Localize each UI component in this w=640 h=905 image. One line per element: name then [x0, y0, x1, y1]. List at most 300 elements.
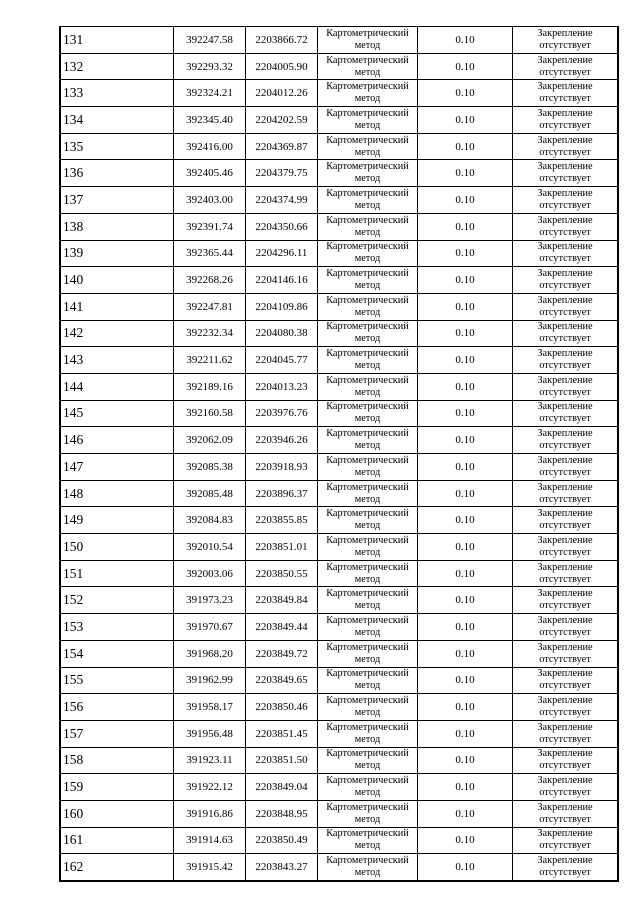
table-row [60, 507, 618, 534]
point-number-cell: 147 [60, 454, 174, 481]
method-line2: метод [354, 840, 381, 852]
coordinate-x-cell: 392247.58 [174, 27, 246, 54]
coordinate-x-cell: 392085.48 [174, 480, 246, 507]
coordinate-x-cell: 391914.63 [174, 827, 246, 854]
coordinate-y-cell: 2203849.65 [246, 667, 318, 694]
coordinate-x-cell: 391923.11 [174, 747, 246, 774]
accuracy-cell: 0.10 [418, 534, 513, 561]
method-line1: Картометрический [326, 801, 409, 813]
fixation-line1: Закрепление [537, 614, 593, 626]
fixation-line1: Закрепление [537, 561, 593, 573]
coordinate-y-cell: 2204012.26 [246, 80, 318, 107]
fixation-line1: Закрепление [537, 775, 593, 787]
method-cell [318, 187, 418, 214]
coordinate-x-cell: 392365.44 [174, 240, 246, 267]
accuracy-cell: 0.10 [418, 667, 513, 694]
coordinate-y-cell: 2203849.84 [246, 587, 318, 614]
fixation-cell [513, 347, 619, 374]
coordinate-y-cell: 2203946.26 [246, 427, 318, 454]
accuracy-cell: 0.10 [418, 107, 513, 134]
fixation-cell [513, 827, 619, 854]
coordinate-x-cell: 391956.48 [174, 720, 246, 747]
coordinate-x-cell: 391968.20 [174, 640, 246, 667]
accuracy-cell: 0.10 [418, 267, 513, 294]
fixation-line1: Закрепление [537, 294, 593, 306]
coordinates-table-page [59, 26, 610, 882]
method-line1: Картометрический [326, 27, 409, 39]
table-row [60, 427, 618, 454]
method-line1: Картометрический [326, 241, 409, 253]
point-number-cell: 158 [60, 747, 174, 774]
fixation-cell [513, 667, 619, 694]
fixation-cell [513, 614, 619, 641]
method-line2: метод [354, 813, 381, 825]
method-line1: Картометрический [326, 508, 409, 520]
accuracy-cell: 0.10 [418, 320, 513, 347]
method-cell [318, 293, 418, 320]
method-line2: метод [354, 867, 381, 879]
method-cell [318, 107, 418, 134]
accuracy-cell: 0.10 [418, 27, 513, 54]
fixation-line1: Закрепление [537, 321, 593, 333]
accuracy-cell: 0.10 [418, 373, 513, 400]
method-cell [318, 534, 418, 561]
method-line1: Картометрический [326, 855, 409, 867]
table-row [60, 373, 618, 400]
point-number-cell: 146 [60, 427, 174, 454]
fixation-line2: отсутствует [539, 787, 591, 799]
coordinate-x-cell: 391958.17 [174, 694, 246, 721]
method-cell [318, 560, 418, 587]
point-number-cell: 143 [60, 347, 174, 374]
accuracy-cell: 0.10 [418, 507, 513, 534]
table-row [60, 320, 618, 347]
method-line1: Картометрический [326, 321, 409, 333]
method-cell [318, 320, 418, 347]
coordinate-x-cell: 392403.00 [174, 187, 246, 214]
coordinate-x-cell: 391922.12 [174, 774, 246, 801]
fixation-line2: отсутствует [539, 573, 591, 585]
fixation-line2: отсутствует [539, 760, 591, 772]
method-line2: метод [354, 413, 381, 425]
point-number-cell: 157 [60, 720, 174, 747]
fixation-cell [513, 27, 619, 54]
point-number-cell: 145 [60, 400, 174, 427]
accuracy-cell: 0.10 [418, 720, 513, 747]
method-line2: метод [354, 760, 381, 772]
method-line2: метод [354, 386, 381, 398]
table-row [60, 694, 618, 721]
point-number-cell: 161 [60, 827, 174, 854]
fixation-line1: Закрепление [537, 748, 593, 760]
fixation-cell [513, 267, 619, 294]
fixation-line1: Закрепление [537, 668, 593, 680]
fixation-line1: Закрепление [537, 27, 593, 39]
fixation-line1: Закрепление [537, 187, 593, 199]
method-cell [318, 827, 418, 854]
fixation-cell [513, 854, 619, 881]
method-line1: Картометрический [326, 134, 409, 146]
point-number-cell: 135 [60, 133, 174, 160]
method-line1: Картометрический [326, 828, 409, 840]
method-line1: Картометрический [326, 81, 409, 93]
method-line1: Картометрический [326, 107, 409, 119]
coordinate-y-cell: 2203851.45 [246, 720, 318, 747]
fixation-line2: отсутствует [539, 66, 591, 78]
method-line1: Картометрический [326, 668, 409, 680]
coordinate-y-cell: 2203849.04 [246, 774, 318, 801]
fixation-cell [513, 160, 619, 187]
fixation-line2: отсутствует [539, 173, 591, 185]
method-line1: Картометрический [326, 561, 409, 573]
table-row [60, 400, 618, 427]
fixation-line1: Закрепление [537, 401, 593, 413]
fixation-cell [513, 187, 619, 214]
fixation-cell [513, 640, 619, 667]
table-row [60, 614, 618, 641]
point-number-cell: 131 [60, 27, 174, 54]
coordinate-y-cell: 2203851.01 [246, 534, 318, 561]
accuracy-cell: 0.10 [418, 854, 513, 881]
fixation-line1: Закрепление [537, 81, 593, 93]
fixation-line2: отсутствует [539, 653, 591, 665]
coordinate-y-cell: 2204080.38 [246, 320, 318, 347]
fixation-line1: Закрепление [537, 855, 593, 867]
point-number-cell: 162 [60, 854, 174, 881]
fixation-line1: Закрепление [537, 54, 593, 66]
accuracy-cell: 0.10 [418, 587, 513, 614]
coordinate-y-cell: 2203848.95 [246, 800, 318, 827]
accuracy-cell: 0.10 [418, 293, 513, 320]
fixation-line2: отсутствует [539, 146, 591, 158]
method-cell [318, 240, 418, 267]
table-row [60, 213, 618, 240]
table-row [60, 774, 618, 801]
fixation-line1: Закрепление [537, 481, 593, 493]
method-cell [318, 267, 418, 294]
method-line1: Картометрический [326, 588, 409, 600]
method-line1: Картометрический [326, 614, 409, 626]
point-number-cell: 133 [60, 80, 174, 107]
method-line1: Картометрический [326, 268, 409, 280]
point-number-cell: 160 [60, 800, 174, 827]
fixation-cell [513, 320, 619, 347]
coordinate-x-cell: 391962.99 [174, 667, 246, 694]
method-line2: метод [354, 493, 381, 505]
coordinate-y-cell: 2203855.85 [246, 507, 318, 534]
coordinate-x-cell: 392416.00 [174, 133, 246, 160]
coordinate-x-cell: 392085.38 [174, 454, 246, 481]
fixation-line1: Закрепление [537, 721, 593, 733]
point-number-cell: 137 [60, 187, 174, 214]
fixation-cell [513, 454, 619, 481]
method-line2: метод [354, 680, 381, 692]
method-cell [318, 400, 418, 427]
point-number-cell: 138 [60, 213, 174, 240]
coordinate-x-cell: 392211.62 [174, 347, 246, 374]
fixation-cell [513, 507, 619, 534]
coordinate-y-cell: 2203850.55 [246, 560, 318, 587]
fixation-line2: отсутствует [539, 226, 591, 238]
coordinate-y-cell: 2203976.76 [246, 400, 318, 427]
accuracy-cell: 0.10 [418, 80, 513, 107]
method-cell [318, 80, 418, 107]
method-line2: метод [354, 733, 381, 745]
method-line1: Картометрический [326, 187, 409, 199]
method-cell [318, 27, 418, 54]
table-row [60, 454, 618, 481]
coordinate-y-cell: 2203918.93 [246, 454, 318, 481]
accuracy-cell: 0.10 [418, 53, 513, 80]
coordinate-y-cell: 2204202.59 [246, 107, 318, 134]
method-line1: Картометрический [326, 294, 409, 306]
method-cell [318, 720, 418, 747]
coordinate-x-cell: 392345.40 [174, 107, 246, 134]
point-number-cell: 159 [60, 774, 174, 801]
fixation-line2: отсутствует [539, 733, 591, 745]
coordinate-y-cell: 2203849.44 [246, 614, 318, 641]
coordinate-y-cell: 2204296.11 [246, 240, 318, 267]
method-line2: метод [354, 600, 381, 612]
coordinate-x-cell: 392189.16 [174, 373, 246, 400]
coordinate-y-cell: 2204379.75 [246, 160, 318, 187]
method-line2: метод [354, 280, 381, 292]
fixation-cell [513, 774, 619, 801]
fixation-line1: Закрепление [537, 534, 593, 546]
point-number-cell: 150 [60, 534, 174, 561]
fixation-line2: отсутствует [539, 306, 591, 318]
fixation-cell [513, 800, 619, 827]
method-line2: метод [354, 546, 381, 558]
method-line1: Картометрический [326, 348, 409, 360]
fixation-cell [513, 534, 619, 561]
method-cell [318, 800, 418, 827]
method-cell [318, 213, 418, 240]
accuracy-cell: 0.10 [418, 427, 513, 454]
fixation-line2: отсутствует [539, 813, 591, 825]
method-line1: Картометрический [326, 374, 409, 386]
fixation-line1: Закрепление [537, 508, 593, 520]
method-cell [318, 854, 418, 881]
table-row [60, 187, 618, 214]
fixation-line1: Закрепление [537, 828, 593, 840]
fixation-cell [513, 694, 619, 721]
method-line2: метод [354, 306, 381, 318]
accuracy-cell: 0.10 [418, 160, 513, 187]
table-row [60, 800, 618, 827]
coordinate-x-cell: 392293.32 [174, 53, 246, 80]
point-number-cell: 132 [60, 53, 174, 80]
table-row [60, 534, 618, 561]
method-line2: метод [354, 653, 381, 665]
accuracy-cell: 0.10 [418, 454, 513, 481]
fixation-line2: отсутствует [539, 39, 591, 51]
accuracy-cell: 0.10 [418, 827, 513, 854]
coordinate-y-cell: 2203851.50 [246, 747, 318, 774]
fixation-cell [513, 480, 619, 507]
fixation-line2: отсутствует [539, 93, 591, 105]
method-cell [318, 640, 418, 667]
method-line1: Картометрический [326, 161, 409, 173]
fixation-line1: Закрепление [537, 374, 593, 386]
fixation-line1: Закрепление [537, 134, 593, 146]
method-cell [318, 133, 418, 160]
method-line2: метод [354, 93, 381, 105]
fixation-line2: отсутствует [539, 600, 591, 612]
coordinate-x-cell: 392324.21 [174, 80, 246, 107]
accuracy-cell: 0.10 [418, 800, 513, 827]
fixation-line2: отсутствует [539, 466, 591, 478]
fixation-cell [513, 587, 619, 614]
coordinate-y-cell: 2203896.37 [246, 480, 318, 507]
method-cell [318, 587, 418, 614]
method-cell [318, 747, 418, 774]
accuracy-cell: 0.10 [418, 400, 513, 427]
table-row [60, 293, 618, 320]
method-line1: Картометрический [326, 534, 409, 546]
fixation-line1: Закрепление [537, 214, 593, 226]
coordinate-y-cell: 2204045.77 [246, 347, 318, 374]
method-line2: метод [354, 787, 381, 799]
method-line2: метод [354, 119, 381, 131]
coordinate-x-cell: 392062.09 [174, 427, 246, 454]
accuracy-cell: 0.10 [418, 240, 513, 267]
fixation-line2: отсутствует [539, 440, 591, 452]
fixation-line2: отсутствует [539, 119, 591, 131]
table-row [60, 27, 618, 54]
fixation-line1: Закрепление [537, 107, 593, 119]
method-line2: метод [354, 360, 381, 372]
fixation-line2: отсутствует [539, 867, 591, 879]
method-line1: Картометрический [326, 54, 409, 66]
method-cell [318, 347, 418, 374]
coordinate-x-cell: 391916.86 [174, 800, 246, 827]
accuracy-cell: 0.10 [418, 480, 513, 507]
table-row [60, 133, 618, 160]
fixation-line2: отсутствует [539, 413, 591, 425]
method-cell [318, 614, 418, 641]
fixation-line2: отсутствует [539, 520, 591, 532]
fixation-line2: отсутствует [539, 493, 591, 505]
method-line2: метод [354, 573, 381, 585]
accuracy-cell: 0.10 [418, 747, 513, 774]
fixation-cell [513, 133, 619, 160]
method-line2: метод [354, 440, 381, 452]
method-cell [318, 667, 418, 694]
fixation-line1: Закрепление [537, 241, 593, 253]
accuracy-cell: 0.10 [418, 640, 513, 667]
method-line1: Картометрический [326, 775, 409, 787]
point-number-cell: 144 [60, 373, 174, 400]
method-line2: метод [354, 707, 381, 719]
table-row [60, 720, 618, 747]
point-number-cell: 140 [60, 267, 174, 294]
method-cell [318, 427, 418, 454]
accuracy-cell: 0.10 [418, 694, 513, 721]
method-line2: метод [354, 66, 381, 78]
point-number-cell: 153 [60, 614, 174, 641]
point-number-cell: 148 [60, 480, 174, 507]
fixation-line1: Закрепление [537, 161, 593, 173]
fixation-cell [513, 560, 619, 587]
fixation-line2: отсутствует [539, 333, 591, 345]
accuracy-cell: 0.10 [418, 187, 513, 214]
fixation-line2: отсутствует [539, 280, 591, 292]
fixation-line1: Закрепление [537, 428, 593, 440]
coordinate-y-cell: 2203866.72 [246, 27, 318, 54]
table-row [60, 267, 618, 294]
table-row [60, 827, 618, 854]
method-cell [318, 454, 418, 481]
coordinate-y-cell: 2204374.99 [246, 187, 318, 214]
accuracy-cell: 0.10 [418, 774, 513, 801]
coordinate-y-cell: 2203850.46 [246, 694, 318, 721]
fixation-cell [513, 747, 619, 774]
fixation-cell [513, 213, 619, 240]
coordinate-x-cell: 392010.54 [174, 534, 246, 561]
coordinate-x-cell: 392247.81 [174, 293, 246, 320]
point-number-cell: 152 [60, 587, 174, 614]
fixation-line1: Закрепление [537, 588, 593, 600]
table-row [60, 747, 618, 774]
coordinate-x-cell: 392405.46 [174, 160, 246, 187]
coordinate-y-cell: 2204369.87 [246, 133, 318, 160]
point-number-cell: 141 [60, 293, 174, 320]
accuracy-cell: 0.10 [418, 213, 513, 240]
coordinate-x-cell: 391915.42 [174, 854, 246, 881]
method-line2: метод [354, 333, 381, 345]
point-number-cell: 156 [60, 694, 174, 721]
table-row [60, 560, 618, 587]
fixation-line2: отсутствует [539, 253, 591, 265]
fixation-line2: отсутствует [539, 680, 591, 692]
point-number-cell: 151 [60, 560, 174, 587]
table-row [60, 480, 618, 507]
coordinate-x-cell: 392268.26 [174, 267, 246, 294]
fixation-line1: Закрепление [537, 348, 593, 360]
table-row [60, 347, 618, 374]
method-line2: метод [354, 39, 381, 51]
method-line2: метод [354, 173, 381, 185]
table-row [60, 640, 618, 667]
fixation-cell [513, 107, 619, 134]
fixation-line1: Закрепление [537, 695, 593, 707]
table-row [60, 587, 618, 614]
fixation-line1: Закрепление [537, 454, 593, 466]
fixation-line1: Закрепление [537, 268, 593, 280]
coordinate-x-cell: 391973.23 [174, 587, 246, 614]
method-cell [318, 53, 418, 80]
fixation-line2: отсутствует [539, 386, 591, 398]
method-cell [318, 160, 418, 187]
point-number-cell: 134 [60, 107, 174, 134]
fixation-cell [513, 240, 619, 267]
fixation-cell [513, 373, 619, 400]
method-cell [318, 373, 418, 400]
table-row [60, 240, 618, 267]
method-line1: Картометрический [326, 214, 409, 226]
coordinate-y-cell: 2204109.86 [246, 293, 318, 320]
table-row [60, 854, 618, 881]
method-line1: Картометрический [326, 721, 409, 733]
method-cell [318, 480, 418, 507]
coordinate-x-cell: 392391.74 [174, 213, 246, 240]
coordinate-x-cell: 392160.58 [174, 400, 246, 427]
fixation-line2: отсутствует [539, 546, 591, 558]
accuracy-cell: 0.10 [418, 133, 513, 160]
fixation-cell [513, 720, 619, 747]
coordinate-y-cell: 2204146.16 [246, 267, 318, 294]
